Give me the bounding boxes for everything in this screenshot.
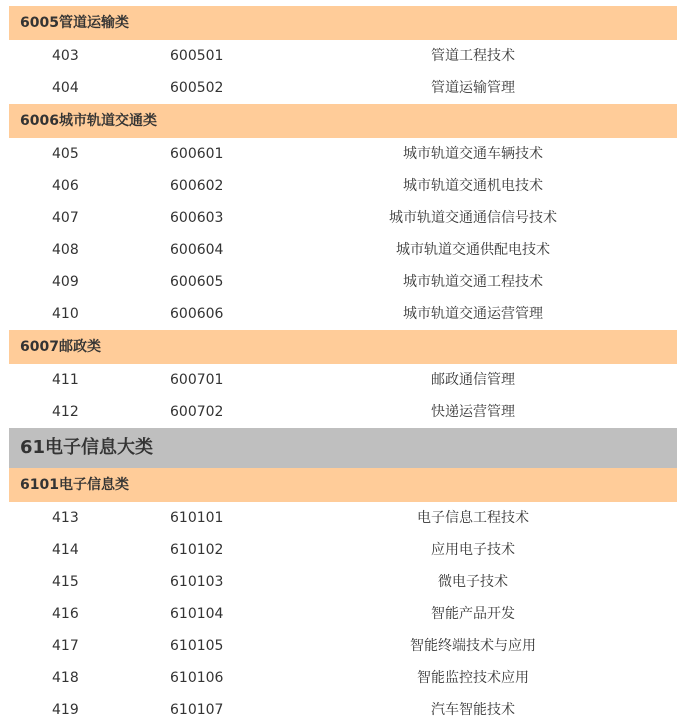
program-table	[9, 6, 677, 726]
row-number: 410	[52, 306, 79, 322]
program-name: 城市轨道交通车辆技术	[403, 146, 543, 162]
program-name: 汽车智能技术	[431, 702, 515, 718]
program-code: 610104	[170, 606, 224, 622]
program-code: 600702	[170, 404, 224, 420]
row-number: 415	[52, 574, 79, 590]
table-row	[9, 40, 677, 72]
table-row	[9, 534, 677, 566]
program-name: 管道工程技术	[431, 48, 515, 64]
program-code: 600603	[170, 210, 224, 226]
program-code: 610103	[170, 574, 224, 590]
program-code: 600602	[170, 178, 224, 194]
program-name: 城市轨道交通机电技术	[403, 178, 543, 194]
program-name: 快递运营管理	[431, 404, 515, 420]
program-code: 600502	[170, 80, 224, 96]
program-code: 600501	[170, 48, 224, 64]
row-number: 405	[52, 146, 79, 162]
table-row	[9, 396, 677, 428]
program-name: 管道运输管理	[431, 80, 515, 96]
program-name: 城市轨道交通工程技术	[403, 274, 543, 290]
category-header	[9, 104, 677, 138]
program-code: 600701	[170, 372, 224, 388]
section-title: 6007邮政类	[20, 339, 101, 355]
program-name: 微电子技术	[438, 574, 508, 590]
program-code: 600601	[170, 146, 224, 162]
row-number: 406	[52, 178, 79, 194]
row-number: 419	[52, 702, 79, 718]
table-row	[9, 202, 677, 234]
section-title: 6101电子信息类	[20, 477, 129, 493]
program-name: 应用电子技术	[431, 542, 515, 558]
program-code: 610105	[170, 638, 224, 654]
program-name: 电子信息工程技术	[417, 510, 529, 526]
table-row	[9, 630, 677, 662]
table-row	[9, 598, 677, 630]
row-number: 413	[52, 510, 79, 526]
section-title: 6005管道运输类	[20, 15, 129, 31]
row-number: 407	[52, 210, 79, 226]
row-number: 404	[52, 80, 79, 96]
row-number: 412	[52, 404, 79, 420]
table-row	[9, 502, 677, 534]
row-number: 403	[52, 48, 79, 64]
program-code: 600604	[170, 242, 224, 258]
table-row	[9, 662, 677, 694]
table-row	[9, 234, 677, 266]
table-row	[9, 364, 677, 396]
table-row	[9, 72, 677, 104]
table-row	[9, 170, 677, 202]
row-number: 409	[52, 274, 79, 290]
table-row	[9, 138, 677, 170]
row-number: 411	[52, 372, 79, 388]
major-category-header	[9, 428, 677, 468]
program-name: 智能监控技术应用	[417, 670, 529, 686]
section-title: 61电子信息大类	[20, 437, 154, 458]
program-code: 610106	[170, 670, 224, 686]
program-code: 600606	[170, 306, 224, 322]
program-name: 邮政通信管理	[431, 372, 515, 388]
row-number: 417	[52, 638, 79, 654]
program-code: 610101	[170, 510, 224, 526]
section-title: 6006城市轨道交通类	[20, 113, 157, 129]
program-code: 600605	[170, 274, 224, 290]
program-name: 城市轨道交通通信信号技术	[389, 210, 557, 226]
program-name: 智能终端技术与应用	[410, 638, 536, 654]
row-number: 408	[52, 242, 79, 258]
program-code: 610102	[170, 542, 224, 558]
category-header	[9, 468, 677, 502]
program-name: 城市轨道交通供配电技术	[396, 242, 550, 258]
category-header	[9, 330, 677, 364]
table-row	[9, 266, 677, 298]
table-row	[9, 694, 677, 726]
row-number: 414	[52, 542, 79, 558]
row-number: 418	[52, 670, 79, 686]
program-code: 610107	[170, 702, 224, 718]
table-row	[9, 298, 677, 330]
program-name: 城市轨道交通运营管理	[403, 306, 543, 322]
program-name: 智能产品开发	[431, 606, 515, 622]
category-header	[9, 6, 677, 40]
table-row	[9, 566, 677, 598]
row-number: 416	[52, 606, 79, 622]
